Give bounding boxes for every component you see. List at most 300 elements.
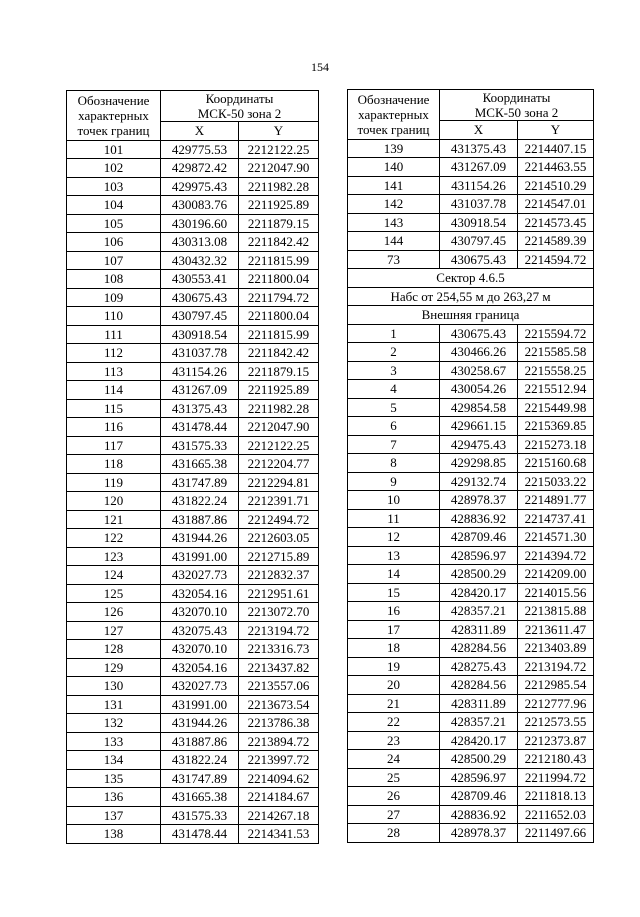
- table-row: [67, 214, 319, 233]
- x-coordinate-cell: 429475.43: [440, 435, 518, 454]
- x-coordinate-cell: 431991.00: [161, 547, 239, 566]
- point-label-cell: 132: [67, 714, 161, 733]
- y-coordinate-cell: 2213072.70: [239, 603, 319, 622]
- x-coordinate-cell: 428978.37: [440, 824, 518, 843]
- point-label-cell: 22: [348, 713, 440, 732]
- table-row: [67, 695, 319, 714]
- point-label-cell: 138: [67, 825, 161, 844]
- x-coordinate-cell: 431154.26: [440, 176, 518, 195]
- y-coordinate-cell: 2215369.85: [518, 417, 594, 436]
- x-coordinate-cell: 431991.00: [161, 695, 239, 714]
- table-row: [348, 639, 594, 658]
- y-coordinate-cell: 2211925.89: [239, 381, 319, 400]
- x-coordinate-cell: 432070.10: [161, 603, 239, 622]
- y-coordinate-cell: 2213815.88: [518, 602, 594, 621]
- table-row: [348, 694, 594, 713]
- table-row: [67, 159, 319, 178]
- table-row: [348, 417, 594, 436]
- table-row: [67, 603, 319, 622]
- label-header-line: Обозначение: [77, 92, 150, 108]
- table-row: [348, 250, 594, 269]
- point-label-cell: 142: [348, 195, 440, 214]
- x-coordinate-cell: 428311.89: [440, 694, 518, 713]
- y-coordinate-cell: 2212832.37: [239, 566, 319, 585]
- x-coordinate-cell: 428596.97: [440, 768, 518, 787]
- point-label-cell: 101: [67, 140, 161, 159]
- group-header-line: Координаты: [205, 91, 274, 106]
- y-coordinate-cell: 2212294.81: [239, 473, 319, 492]
- x-coordinate-cell: 429775.53: [161, 140, 239, 159]
- y-coordinate-cell: 2211497.66: [518, 824, 594, 843]
- point-label-cell: 122: [67, 529, 161, 548]
- y-coordinate-cell: 2213997.72: [239, 751, 319, 770]
- x-coordinate-cell: 431037.78: [440, 195, 518, 214]
- x-coordinate-cell: 428284.56: [440, 676, 518, 695]
- table-row: [348, 768, 594, 787]
- y-coordinate-cell: 2212391.71: [239, 492, 319, 511]
- point-label-cell: 135: [67, 769, 161, 788]
- table-row: [348, 565, 594, 584]
- label-column-header: [67, 91, 161, 141]
- table-row: [348, 343, 594, 362]
- y-coordinate-cell: 2215273.18: [518, 435, 594, 454]
- y-coordinate-cell: 2211879.15: [239, 214, 319, 233]
- point-label-cell: 121: [67, 510, 161, 529]
- table-row: [67, 529, 319, 548]
- x-coordinate-cell: 429661.15: [440, 417, 518, 436]
- point-label-cell: 134: [67, 751, 161, 770]
- x-coordinate-cell: 430054.26: [440, 380, 518, 399]
- table-row: [67, 677, 319, 696]
- point-label-cell: 102: [67, 159, 161, 178]
- table-row: [348, 454, 594, 473]
- point-label-cell: 116: [67, 418, 161, 437]
- y-coordinate-cell: 2212204.77: [239, 455, 319, 474]
- x-coordinate-cell: 430258.67: [440, 361, 518, 380]
- x-coordinate-cell: 430196.60: [161, 214, 239, 233]
- table-row: [348, 657, 594, 676]
- x-coordinate-cell: 430797.45: [161, 307, 239, 326]
- point-label-cell: 26: [348, 787, 440, 806]
- point-label-cell: 5: [348, 398, 440, 417]
- table-row: [348, 731, 594, 750]
- table-row: [67, 806, 319, 825]
- y-coordinate-cell: 2214573.45: [518, 213, 594, 232]
- x-coordinate-cell: 428709.46: [440, 528, 518, 547]
- table-row: [67, 714, 319, 733]
- label-header-line: характерных: [78, 107, 149, 123]
- y-coordinate-cell: 2212573.55: [518, 713, 594, 732]
- point-label-cell: 103: [67, 177, 161, 196]
- point-label-cell: 111: [67, 325, 161, 344]
- table-row: [67, 399, 319, 418]
- coordinates-group-header: [161, 91, 319, 122]
- table-row: [348, 546, 594, 565]
- table-row: [67, 510, 319, 529]
- point-label-cell: 73: [348, 250, 440, 269]
- x-coordinate-cell: 431944.26: [161, 529, 239, 548]
- x-coordinate-cell: 432027.73: [161, 677, 239, 696]
- x-coordinate-cell: 431665.38: [161, 788, 239, 807]
- point-label-cell: 114: [67, 381, 161, 400]
- table-row: [67, 621, 319, 640]
- y-coordinate-cell: 2215594.72: [518, 324, 594, 343]
- x-coordinate-cell: 430313.08: [161, 233, 239, 252]
- right-coordinates-table: [347, 89, 594, 843]
- group-header-line: МСК-50 зона 2: [197, 106, 282, 121]
- table-row: [67, 473, 319, 492]
- point-label-cell: 12: [348, 528, 440, 547]
- point-label-cell: 110: [67, 307, 161, 326]
- x-coordinate-cell: 428311.89: [440, 620, 518, 639]
- x-coordinate-cell: 430553.41: [161, 270, 239, 289]
- table-row: [67, 381, 319, 400]
- table-row: [67, 547, 319, 566]
- x-coordinate-cell: 428836.92: [440, 805, 518, 824]
- sector-height-range: Набс от 254,55 м до 263,27 м: [348, 287, 594, 306]
- table-row: [67, 751, 319, 770]
- y-coordinate-cell: 2214094.62: [239, 769, 319, 788]
- right-table-body-bottom: [348, 324, 594, 842]
- left-coordinates-table: [66, 90, 319, 844]
- point-label-cell: 15: [348, 583, 440, 602]
- x-coordinate-cell: 430675.43: [440, 324, 518, 343]
- y-coordinate-cell: 2212603.05: [239, 529, 319, 548]
- point-label-cell: 140: [348, 158, 440, 177]
- y-coordinate-cell: 2212180.43: [518, 750, 594, 769]
- x-coordinate-cell: 428709.46: [440, 787, 518, 806]
- point-label-cell: 143: [348, 213, 440, 232]
- point-label-cell: 137: [67, 806, 161, 825]
- x-coordinate-cell: 431478.44: [161, 418, 239, 437]
- point-label-cell: 127: [67, 621, 161, 640]
- y-coordinate-cell: 2214547.01: [518, 195, 594, 214]
- table-row: [348, 232, 594, 251]
- x-coordinate-cell: 430918.54: [440, 213, 518, 232]
- point-label-cell: 14: [348, 565, 440, 584]
- point-label-cell: 4: [348, 380, 440, 399]
- x-coordinate-cell: 428420.17: [440, 731, 518, 750]
- point-label-cell: 131: [67, 695, 161, 714]
- table-row: [67, 418, 319, 437]
- point-label-cell: 3: [348, 361, 440, 380]
- y-coordinate-cell: 2212494.72: [239, 510, 319, 529]
- point-label-cell: 107: [67, 251, 161, 270]
- x-coordinate-cell: 431267.09: [161, 381, 239, 400]
- x-coordinate-cell: 431944.26: [161, 714, 239, 733]
- y-coordinate-cell: 2213403.89: [518, 639, 594, 658]
- x-coordinate-cell: 428500.29: [440, 565, 518, 584]
- point-label-cell: 130: [67, 677, 161, 696]
- table-row: [67, 492, 319, 511]
- table-row: [348, 139, 594, 158]
- point-label-cell: 113: [67, 362, 161, 381]
- point-label-cell: 106: [67, 233, 161, 252]
- y-coordinate-cell: 2215585.58: [518, 343, 594, 362]
- x-coordinate-cell: 428357.21: [440, 602, 518, 621]
- y-coordinate-cell: 2213611.47: [518, 620, 594, 639]
- point-label-cell: 105: [67, 214, 161, 233]
- y-coordinate-cell: 2214394.72: [518, 546, 594, 565]
- table-row: [67, 566, 319, 585]
- point-label-cell: 115: [67, 399, 161, 418]
- table-row: [67, 177, 319, 196]
- y-coordinate-cell: 2213894.72: [239, 732, 319, 751]
- table-row: [67, 584, 319, 603]
- point-label-cell: 16: [348, 602, 440, 621]
- table-row: [348, 787, 594, 806]
- x-coordinate-cell: 431822.24: [161, 492, 239, 511]
- y-coordinate-cell: 2211982.28: [239, 177, 319, 196]
- page-number: 154: [311, 60, 329, 74]
- point-label-cell: 120: [67, 492, 161, 511]
- table-row: [348, 491, 594, 510]
- y-coordinate-cell: 2214571.30: [518, 528, 594, 547]
- x-coordinate-cell: 431267.09: [440, 158, 518, 177]
- x-coordinate-cell: 428275.43: [440, 657, 518, 676]
- table-row: [348, 824, 594, 843]
- table-row: [348, 158, 594, 177]
- y-coordinate-cell: 2212951.61: [239, 584, 319, 603]
- point-label-cell: 129: [67, 658, 161, 677]
- point-label-cell: 123: [67, 547, 161, 566]
- table-row: [348, 620, 594, 639]
- x-coordinate-cell: 431478.44: [161, 825, 239, 844]
- point-label-cell: 126: [67, 603, 161, 622]
- y-coordinate-cell: 2214891.77: [518, 491, 594, 510]
- label-header-line: Обозначение: [357, 91, 430, 107]
- table-row: [348, 583, 594, 602]
- x-coordinate-cell: 432054.16: [161, 658, 239, 677]
- coordinates-group-header: [440, 90, 594, 121]
- table-row: [348, 805, 594, 824]
- point-label-cell: 13: [348, 546, 440, 565]
- x-coordinate-cell: 431822.24: [161, 751, 239, 770]
- x-coordinate-cell: 432027.73: [161, 566, 239, 585]
- table-row: [348, 195, 594, 214]
- x-coordinate-cell: 428978.37: [440, 491, 518, 510]
- y-coordinate-cell: 2215449.98: [518, 398, 594, 417]
- table-row: [348, 176, 594, 195]
- table-row: [67, 640, 319, 659]
- x-coordinate-cell: 431887.86: [161, 510, 239, 529]
- sector-title: Сектор 4.6.5: [348, 269, 594, 288]
- table-row: [67, 140, 319, 159]
- x-coordinate-cell: 430466.26: [440, 343, 518, 362]
- y-coordinate-cell: 2212047.90: [239, 159, 319, 178]
- table-row: [348, 472, 594, 491]
- y-coordinate-cell: 2211982.28: [239, 399, 319, 418]
- point-label-cell: 28: [348, 824, 440, 843]
- table-row: [67, 270, 319, 289]
- y-coordinate-cell: 2211818.13: [518, 787, 594, 806]
- point-label-cell: 24: [348, 750, 440, 769]
- table-row: [348, 213, 594, 232]
- y-coordinate-cell: 2211925.89: [239, 196, 319, 215]
- y-coordinate-cell: 2212777.96: [518, 694, 594, 713]
- y-coordinate-cell: 2213673.54: [239, 695, 319, 714]
- table-row: [67, 455, 319, 474]
- point-label-cell: 1: [348, 324, 440, 343]
- y-coordinate-cell: 2215558.25: [518, 361, 594, 380]
- point-label-cell: 119: [67, 473, 161, 492]
- y-coordinate-cell: 2211800.04: [239, 270, 319, 289]
- table-row: [67, 436, 319, 455]
- point-label-cell: 10: [348, 491, 440, 510]
- point-label-cell: 11: [348, 509, 440, 528]
- y-coordinate-cell: 2214463.55: [518, 158, 594, 177]
- table-row: [67, 658, 319, 677]
- point-label-cell: 17: [348, 620, 440, 639]
- x-coordinate-cell: 432070.10: [161, 640, 239, 659]
- y-coordinate-cell: 2214184.67: [239, 788, 319, 807]
- table-row: [67, 288, 319, 307]
- x-coordinate-cell: 431887.86: [161, 732, 239, 751]
- boundary-label: Внешняя граница: [348, 306, 594, 325]
- y-coordinate-cell: 2214341.53: [239, 825, 319, 844]
- x-coordinate-cell: 428836.92: [440, 509, 518, 528]
- y-coordinate-cell: 2213437.82: [239, 658, 319, 677]
- y-coordinate-cell: 2211794.72: [239, 288, 319, 307]
- y-coordinate-cell: 2212715.89: [239, 547, 319, 566]
- table-row: [348, 324, 594, 343]
- group-header-line: Координаты: [482, 90, 551, 105]
- y-coordinate-cell: 2212122.25: [239, 140, 319, 159]
- point-label-cell: 6: [348, 417, 440, 436]
- point-label-cell: 139: [348, 139, 440, 158]
- table-row: [348, 713, 594, 732]
- x-coordinate-cell: 430675.43: [161, 288, 239, 307]
- y-coordinate-cell: 2214015.56: [518, 583, 594, 602]
- y-coordinate-cell: 2213316.73: [239, 640, 319, 659]
- table-row: [67, 769, 319, 788]
- x-coordinate-cell: 431154.26: [161, 362, 239, 381]
- table-row: [348, 528, 594, 547]
- y-column-header: Y: [239, 122, 319, 141]
- y-coordinate-cell: 2211994.72: [518, 768, 594, 787]
- x-coordinate-cell: 432054.16: [161, 584, 239, 603]
- y-coordinate-cell: 2212985.54: [518, 676, 594, 695]
- y-coordinate-cell: 2213194.72: [518, 657, 594, 676]
- x-coordinate-cell: 428596.97: [440, 546, 518, 565]
- point-label-cell: 136: [67, 788, 161, 807]
- x-coordinate-cell: 430083.76: [161, 196, 239, 215]
- x-coordinate-cell: 430918.54: [161, 325, 239, 344]
- table-row: [67, 307, 319, 326]
- label-header-line: точек границ: [357, 121, 430, 137]
- x-coordinate-cell: 429854.58: [440, 398, 518, 417]
- y-coordinate-cell: 2211652.03: [518, 805, 594, 824]
- point-label-cell: 108: [67, 270, 161, 289]
- point-label-cell: 8: [348, 454, 440, 473]
- point-label-cell: 104: [67, 196, 161, 215]
- y-coordinate-cell: 2214737.41: [518, 509, 594, 528]
- point-label-cell: 21: [348, 694, 440, 713]
- y-column-header: Y: [518, 121, 594, 140]
- point-label-cell: 23: [348, 731, 440, 750]
- right-table-body-top: [348, 139, 594, 269]
- y-coordinate-cell: 2215033.22: [518, 472, 594, 491]
- y-coordinate-cell: 2214267.18: [239, 806, 319, 825]
- y-coordinate-cell: 2211879.15: [239, 362, 319, 381]
- table-row: [67, 233, 319, 252]
- x-coordinate-cell: 428420.17: [440, 583, 518, 602]
- point-label-cell: 133: [67, 732, 161, 751]
- x-coordinate-cell: 428357.21: [440, 713, 518, 732]
- point-label-cell: 20: [348, 676, 440, 695]
- table-row: [348, 602, 594, 621]
- y-coordinate-cell: 2213786.38: [239, 714, 319, 733]
- y-coordinate-cell: 2211815.99: [239, 325, 319, 344]
- table-row: [67, 325, 319, 344]
- point-label-cell: 112: [67, 344, 161, 363]
- x-coordinate-cell: 430675.43: [440, 250, 518, 269]
- x-coordinate-cell: 430797.45: [440, 232, 518, 251]
- table-row: [348, 509, 594, 528]
- sector-section: [348, 269, 594, 325]
- table-row: [348, 380, 594, 399]
- point-label-cell: 118: [67, 455, 161, 474]
- x-coordinate-cell: 430432.32: [161, 251, 239, 270]
- point-label-cell: 19: [348, 657, 440, 676]
- x-coordinate-cell: 432075.43: [161, 621, 239, 640]
- x-column-header: X: [161, 122, 239, 141]
- table-row: [67, 251, 319, 270]
- left-table-body: [67, 140, 319, 843]
- label-header-line: характерных: [358, 106, 429, 122]
- x-coordinate-cell: 431747.89: [161, 769, 239, 788]
- point-label-cell: 2: [348, 343, 440, 362]
- y-coordinate-cell: 2213557.06: [239, 677, 319, 696]
- y-coordinate-cell: 2215160.68: [518, 454, 594, 473]
- y-coordinate-cell: 2214407.15: [518, 139, 594, 158]
- y-coordinate-cell: 2214594.72: [518, 250, 594, 269]
- table-row: [67, 825, 319, 844]
- point-label-cell: 141: [348, 176, 440, 195]
- y-coordinate-cell: 2212373.87: [518, 731, 594, 750]
- y-coordinate-cell: 2211842.42: [239, 344, 319, 363]
- table-row: [348, 750, 594, 769]
- label-column-header: [348, 90, 440, 140]
- point-label-cell: 128: [67, 640, 161, 659]
- point-label-cell: 25: [348, 768, 440, 787]
- table-row: [348, 398, 594, 417]
- y-coordinate-cell: 2212047.90: [239, 418, 319, 437]
- x-coordinate-cell: 431037.78: [161, 344, 239, 363]
- y-coordinate-cell: 2213194.72: [239, 621, 319, 640]
- x-coordinate-cell: 431665.38: [161, 455, 239, 474]
- point-label-cell: 117: [67, 436, 161, 455]
- point-label-cell: 7: [348, 435, 440, 454]
- point-label-cell: 18: [348, 639, 440, 658]
- group-header-line: МСК-50 зона 2: [474, 105, 559, 120]
- x-coordinate-cell: 429132.74: [440, 472, 518, 491]
- y-coordinate-cell: 2215512.94: [518, 380, 594, 399]
- point-label-cell: 144: [348, 232, 440, 251]
- table-row: [348, 361, 594, 380]
- y-coordinate-cell: 2214589.39: [518, 232, 594, 251]
- x-coordinate-cell: 429872.42: [161, 159, 239, 178]
- y-coordinate-cell: 2211842.42: [239, 233, 319, 252]
- x-coordinate-cell: 428284.56: [440, 639, 518, 658]
- label-header-line: точек границ: [77, 122, 150, 138]
- point-label-cell: 9: [348, 472, 440, 491]
- y-coordinate-cell: 2212122.25: [239, 436, 319, 455]
- point-label-cell: 125: [67, 584, 161, 603]
- table-row: [67, 788, 319, 807]
- point-label-cell: 109: [67, 288, 161, 307]
- table-row: [348, 676, 594, 695]
